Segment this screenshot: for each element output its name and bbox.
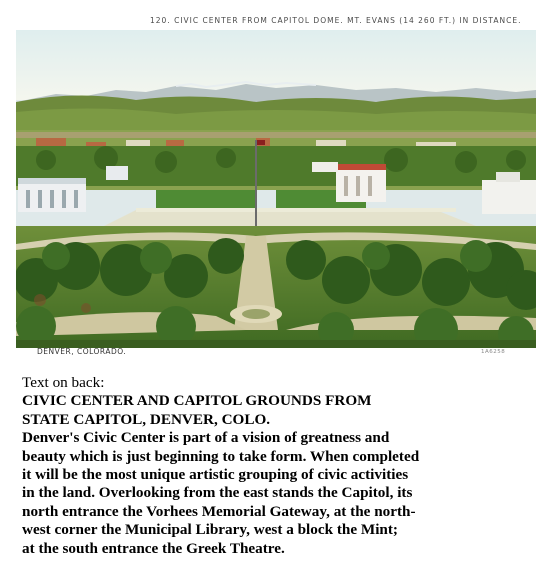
civic-center-illustration [16,30,536,348]
back-text-heading-line: CIVIC CENTER AND CAPITOL GROUNDS FROM [22,392,372,410]
back-text-intro: Text on back: [22,374,105,391]
back-text-block [22,374,552,558]
back-text-heading-line: STATE CAPITOL, DENVER, COLO. [22,410,271,428]
back-text-body-line: beauty which is just beginning to take form. When completed [22,447,420,465]
back-text-body-line: in the land. Overlooking from the east stands the Capitol, its [22,484,413,502]
back-text-body-line: north entrance the Vorhees Memorial Gateway, at the north- [22,502,416,520]
back-text-body-line: at the south entrance the Greek Theatre. [22,539,285,557]
postcard-top-caption: 120. CIVIC CENTER FROM CAPITOL DOME. MT. EVANS (14 260 FT.) IN DISTANCE. [150,16,522,25]
back-text-body-line: west corner the Municipal Library, west a block the Mint; [22,521,398,539]
back-text-body-line: Denver's Civic Center is part of a vision of greatness and [22,429,390,447]
postcard-serial-number: 1A6258 [481,349,506,355]
postcard-bottom-caption: DENVER, COLORADO. [37,347,127,356]
postcard-photo [16,30,536,348]
back-text-body-line: it will be the most unique artistic grouping of civic activities [22,466,409,484]
